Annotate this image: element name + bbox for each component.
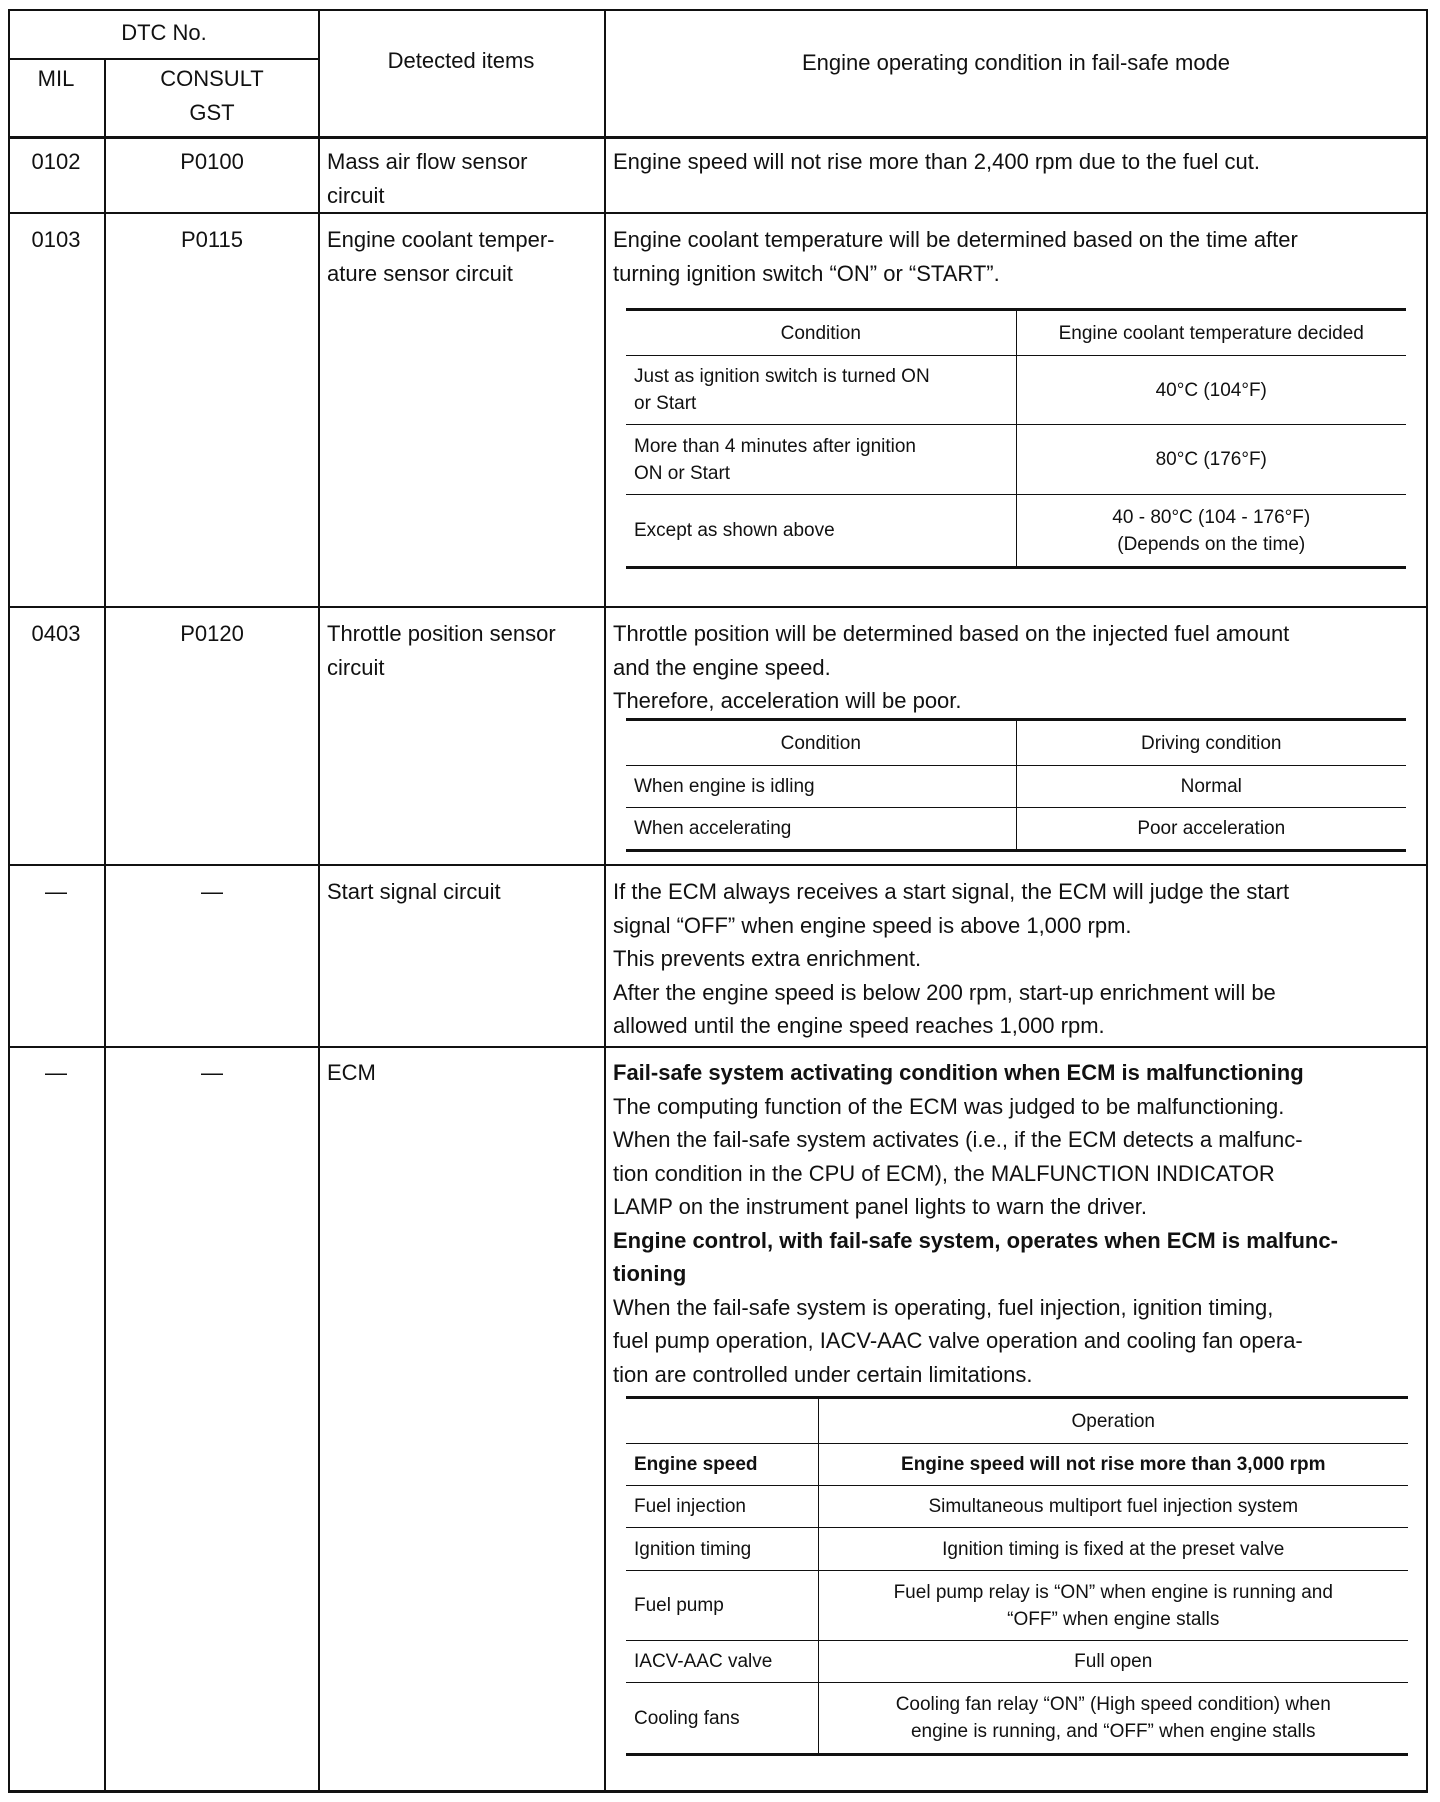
table-row — [626, 1486, 1408, 1528]
frame-top — [8, 9, 1428, 11]
table-row — [626, 1683, 1408, 1755]
row3-mil: 0403 — [31, 621, 81, 646]
row2-mil: 0103 — [31, 227, 81, 252]
driving-table-header — [626, 720, 1406, 766]
header-mil: MIL — [37, 66, 75, 91]
row1-consult: P0100 — [180, 149, 244, 174]
coolant-row3-temp-b: (Depends on the time) — [1117, 533, 1306, 555]
row1-item-line1: Mass air flow sensor — [327, 149, 528, 174]
header-consult: CONSULT — [160, 66, 264, 91]
driving-col-condition: Condition — [626, 720, 1016, 766]
table-row — [626, 1641, 1408, 1683]
row4-mil: — — [45, 879, 67, 904]
ecm-row6-operation-b: engine is running, and “OFF” when engine stalls — [910, 1721, 1316, 1742]
row4-condition — [613, 875, 1425, 1043]
driving-col-driving: Driving condition — [1141, 732, 1282, 754]
coolant-row3-temp — [1016, 495, 1406, 568]
ecm-row2-item: Fuel injection — [626, 1486, 818, 1528]
coolant-col-condition: Condition — [626, 310, 1016, 356]
ecm-row3-item: Ignition timing — [626, 1528, 818, 1571]
row2-item-line1: Engine coolant temper- — [327, 227, 555, 252]
ecm-operation-table — [626, 1396, 1408, 1756]
row4-line-1: If the ECM always receives a start signal, the ECM will judge the start — [613, 879, 1290, 904]
ecm-row6-operation — [818, 1683, 1408, 1755]
coolant-row1-condition-a: Just as ignition switch is turned ON — [634, 366, 930, 387]
row4-item: Start signal circuit — [327, 879, 501, 904]
ecm-row4-operation-b: “OFF” when engine stalls — [1007, 1608, 1220, 1630]
row1-item-line2: circuit — [327, 182, 385, 208]
row-sep-3 — [8, 864, 1428, 866]
ecm-row4-item: Fuel pump — [626, 1571, 818, 1641]
header-sub-line — [8, 58, 320, 60]
ecm-row4-operation-a: Fuel pump relay is “ON” when engine is running and — [893, 1581, 1333, 1603]
ecm-row1-operation: Engine speed will not rise more than 3,000 rpm — [901, 1454, 1326, 1475]
ecm-bold-heading-2b: tioning — [613, 1261, 687, 1286]
row5-item: ECM — [327, 1060, 376, 1085]
row3-condition — [613, 617, 1425, 718]
header-condition: Engine operating condition in fail-safe mode — [801, 50, 1231, 75]
ecm-line-b1: When the fail-safe system is operating, fuel injection, ignition timing, — [613, 1294, 1274, 1320]
row3-condition-line1: Throttle position will be determined based on the injected fuel amount — [613, 621, 1290, 646]
col-sep-items — [604, 9, 606, 1793]
ecm-bold-heading-2a: Engine control, with fail-safe system, operates when ECM is malfunc- — [613, 1227, 1338, 1253]
ecm-line-a4: LAMP on the instrument panel lights to warn the driver. — [613, 1194, 1147, 1219]
ecm-line-b3: tion are controlled under certain limitations. — [613, 1361, 1033, 1387]
frame-right — [1426, 9, 1428, 1793]
row2-item-line2: ature sensor circuit — [327, 260, 513, 286]
coolant-row3-temp-a: 40 - 80°C (104 - 176°F) — [1112, 506, 1311, 528]
ecm-bold-heading-1: Fail-safe system activating condition when ECM is malfunctioning — [613, 1060, 1304, 1085]
coolant-row2-temp: 80°C (176°F) — [1155, 449, 1267, 470]
row3-item-line2: circuit — [327, 654, 385, 680]
col-sep-mil — [104, 58, 106, 1793]
coolant-row2-condition-b: ON or Start — [634, 462, 731, 484]
table-row — [626, 1444, 1408, 1486]
row3-condition-line2: and the engine speed. — [613, 654, 831, 680]
ecm-line-a1: The computing function of the ECM was judged to be malfunctioning. — [613, 1093, 1285, 1119]
row4-consult: — — [201, 879, 223, 904]
header-dtc-no: DTC No. — [121, 20, 207, 45]
driving-row1-driving: Normal — [1180, 776, 1242, 797]
row2-item — [327, 223, 602, 290]
row3-item-line1: Throttle position sensor — [327, 621, 556, 646]
table-row — [626, 808, 1406, 851]
table-row — [626, 1571, 1408, 1641]
table-row — [626, 356, 1406, 425]
row4-line-3: This prevents extra enrichment. — [613, 946, 922, 971]
row4-line-4: After the engine speed is below 200 rpm, start-up enrichment will be — [613, 979, 1276, 1005]
ecm-row6-item: Cooling fans — [626, 1683, 818, 1755]
ecm-line-a2: When the fail-safe system activates (i.e., if the ECM detects a malfunc- — [613, 1127, 1303, 1152]
table-row — [626, 425, 1406, 495]
row1-condition: Engine speed will not rise more than 2,400 rpm due to the fuel cut. — [613, 149, 1260, 174]
coolant-row3-condition: Except as shown above — [626, 495, 1016, 568]
row5-mil: — — [45, 1060, 67, 1085]
driving-condition-table — [626, 718, 1406, 852]
header-detected-items: Detected items — [387, 48, 535, 73]
row-sep-4 — [8, 1046, 1428, 1048]
ecm-row5-operation: Full open — [1074, 1651, 1153, 1672]
coolant-row2-condition-a: More than 4 minutes after ignition — [634, 435, 916, 457]
row3-consult: P0120 — [180, 621, 244, 646]
ecm-col-operation: Operation — [1071, 1410, 1155, 1432]
row1-mil: 0102 — [31, 149, 81, 174]
row2-consult: P0115 — [181, 227, 243, 252]
header-gst: GST — [189, 100, 235, 125]
ecm-row2-operation: Simultaneous multiport fuel injection system — [928, 1496, 1299, 1517]
row-sep-1 — [8, 212, 1428, 214]
driving-row2-driving: Poor acceleration — [1137, 818, 1286, 839]
row-sep-2 — [8, 606, 1428, 608]
table-row — [626, 1528, 1408, 1571]
driving-row2-condition: When accelerating — [626, 808, 1016, 851]
header-bottom-line — [8, 136, 1428, 139]
ecm-row1-item: Engine speed — [626, 1444, 818, 1486]
frame-bottom — [8, 1790, 1428, 1793]
coolant-row1-condition — [626, 356, 1016, 425]
row2-condition-line1: Engine coolant temperature will be determined based on the time after — [613, 227, 1298, 252]
driving-row1-condition: When engine is idling — [626, 766, 1016, 808]
row3-condition-line3: Therefore, acceleration will be poor. — [613, 688, 962, 713]
table-row — [626, 495, 1406, 568]
row2-condition-line2: turning ignition switch “ON” or “START”. — [613, 260, 1000, 286]
ecm-row5-item: IACV-AAC valve — [626, 1641, 818, 1683]
coolant-row1-temp: 40°C (104°F) — [1155, 379, 1267, 401]
ecm-row3-operation: Ignition timing is fixed at the preset valve — [942, 1538, 1285, 1560]
row4-line-5: allowed until the engine speed reaches 1,000 rpm. — [613, 1013, 1105, 1038]
coolant-row2-condition — [626, 425, 1016, 495]
row5-consult: — — [201, 1060, 223, 1085]
row1-item — [327, 145, 602, 212]
ecm-row6-operation-a: Cooling fan relay “ON” (High speed condition) when — [895, 1694, 1331, 1715]
ecm-row4-operation — [818, 1571, 1408, 1641]
row3-item — [327, 617, 602, 684]
coolant-table-header — [626, 310, 1406, 356]
coolant-row1-condition-b: or Start — [634, 393, 697, 414]
ecm-col-blank — [626, 1398, 818, 1444]
row5-condition — [613, 1056, 1425, 1391]
row2-condition — [613, 223, 1425, 290]
coolant-col-temp: Engine coolant temperature decided — [1058, 322, 1364, 344]
ecm-line-a3: tion condition in the CPU of ECM), the MALFUNCTION INDICATOR — [613, 1160, 1275, 1186]
table-row — [626, 766, 1406, 808]
row4-line-2: signal “OFF” when engine speed is above 1,000 rpm. — [613, 912, 1132, 938]
ecm-line-b2: fuel pump operation, IACV-AAC valve operation and cooling fan opera- — [613, 1328, 1303, 1353]
coolant-temp-table — [626, 308, 1406, 569]
ecm-table-header — [626, 1398, 1408, 1444]
